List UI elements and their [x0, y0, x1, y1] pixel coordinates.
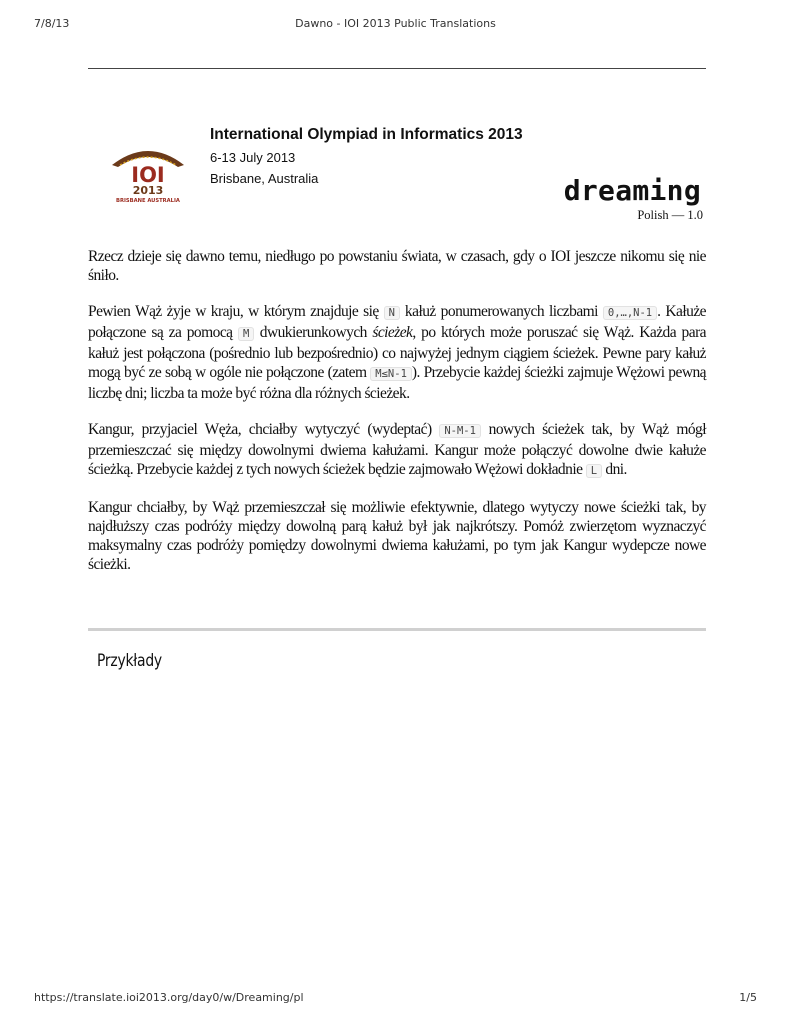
paragraph-snake: Pewien Wąż żyje w kraju, w którym znajduje się N kałuż ponumerowanych liczbami 0,…,N-1 . Kałuże połączone są za pomocą M dwukierunkowych ścieżek, po których może poruszać się Wąż. Każda para kałuż jest połączona (pośrednio lub bezpośrednio) co najwyżej jednym ciągiem ścieżek. Pewne pary kałuż mogą być ze sobą w ogóle nie połączone (zatem M≤N-1 ). Przebycie każdej ścieżki zajmuje Wężowi pewną liczbę dni; liczba ta może być różna dla różnych ścieżek.: [88, 303, 707, 402]
olympiad-dates: 6-13 July 2013: [210, 150, 296, 165]
var-range: 0,…,N-1: [603, 306, 657, 320]
var-m-bound: M≤N-1: [370, 367, 412, 381]
olympiad-place: Brisbane, Australia: [210, 171, 319, 186]
task-statement: [88, 247, 706, 591]
logo-main-text: IOI: [131, 163, 165, 187]
print-footer-url: https://translate.ioi2013.org/day0/w/Dreaming/pl: [34, 991, 304, 1004]
print-date: 7/8/13: [34, 17, 70, 30]
ioi-logo-icon: [108, 143, 188, 205]
term-paths: ścieżek: [372, 324, 413, 341]
var-l: L: [586, 464, 602, 478]
header-divider: [88, 68, 706, 69]
logo-place-text: BRISBANE AUSTRALIA: [116, 198, 180, 204]
section-title-examples: Przykłady: [97, 651, 162, 671]
task-name: dreaming: [563, 174, 701, 207]
logo-year-text: 2013: [132, 184, 164, 197]
section-divider: [88, 628, 706, 631]
print-page-number: 1/5: [739, 991, 757, 1004]
print-page-title: Dawno - IOI 2013 Public Translations: [295, 17, 496, 30]
paragraph-intro: Rzecz dzieje się dawno temu, niedługo po powstaniu świata, w czasach, gdy o IOI jeszcze nikomu się nie śniło.: [88, 248, 706, 284]
olympiad-title: International Olympiad in Informatics 2013: [210, 126, 523, 143]
var-n: N: [384, 306, 400, 320]
translation-version: Polish — 1.0: [637, 208, 703, 222]
paragraph-goal: Kangur chciałby, by Wąż przemieszczał się możliwie efektywnie, dlatego wytyczy nowe ścieżki tak, by najdłuższy czas podróży między dowolną parą kałuż był jak najkrótszy. Pomóż zwierzętom wyznaczyć maksymalny czas podróży pomiędzy dowolnymi dwiema kałużami, po tym jak Kangur wydepcze nowe ścieżki.: [88, 499, 706, 573]
paragraph-kangaroo: Kangur, przyjaciel Węża, chciałby wytyczyć (wydeptać) N-M-1 nowych ścieżek tak, by Wąż mógł przemieszczać się między dowolnymi dwiema kałużami. Kangur może połączyć dowolne dwie kałuże ścieżką. Przebycie każdej z tych nowych ścieżek będzie zajmowało Wężowi dokładnie L dni.: [88, 421, 706, 478]
var-new-paths: N-M-1: [439, 424, 481, 438]
var-m: M: [238, 327, 254, 341]
